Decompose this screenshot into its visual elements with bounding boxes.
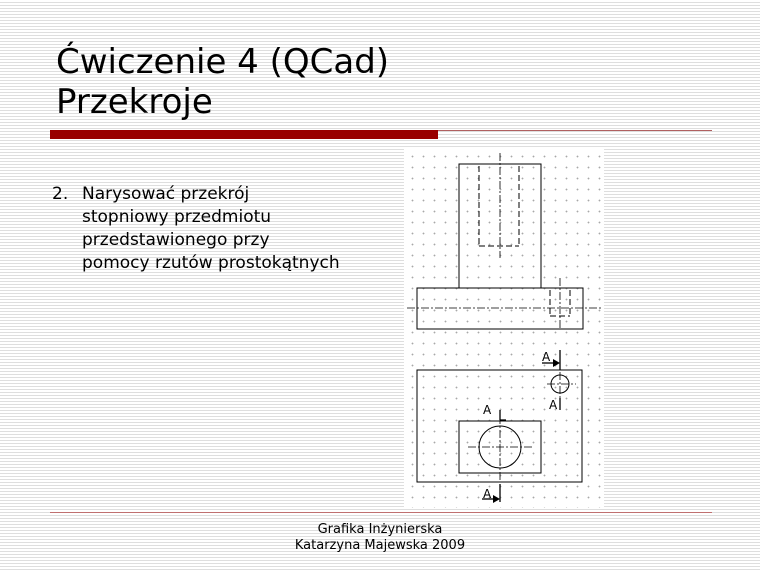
- section-label-a4: A: [483, 487, 492, 501]
- task-list-item: [52, 183, 392, 275]
- title-accent-bar: [50, 130, 438, 139]
- technical-drawing: [404, 148, 604, 508]
- front-view-base: [417, 288, 583, 329]
- footer-line-2: Katarzyna Majewska 2009: [294, 538, 466, 553]
- title-rule: [438, 130, 712, 131]
- section-label-a1: A: [542, 350, 551, 364]
- list-number: 2.: [52, 184, 69, 204]
- title-line-1: Ćwiczenie 4 (QCad): [56, 42, 390, 82]
- list-text: [82, 183, 392, 275]
- list-line-2: stopniowy przedmiotu: [82, 207, 272, 227]
- footer-rule: [50, 512, 712, 513]
- footer-line-1: Grafika Inżynierska: [317, 522, 443, 537]
- list-line-3: przedstawionego przy: [82, 230, 270, 250]
- slide-title: [56, 42, 696, 122]
- list-line-4: pomocy rzutów prostokątnych: [82, 253, 340, 273]
- footer: [0, 522, 760, 554]
- drawing-canvas: [404, 148, 604, 508]
- title-line-2: Przekroje: [56, 82, 213, 122]
- section-label-a3: A: [483, 403, 492, 417]
- section-label-a2: A: [549, 398, 558, 412]
- list-line-1: Narysować przekrój: [82, 184, 250, 204]
